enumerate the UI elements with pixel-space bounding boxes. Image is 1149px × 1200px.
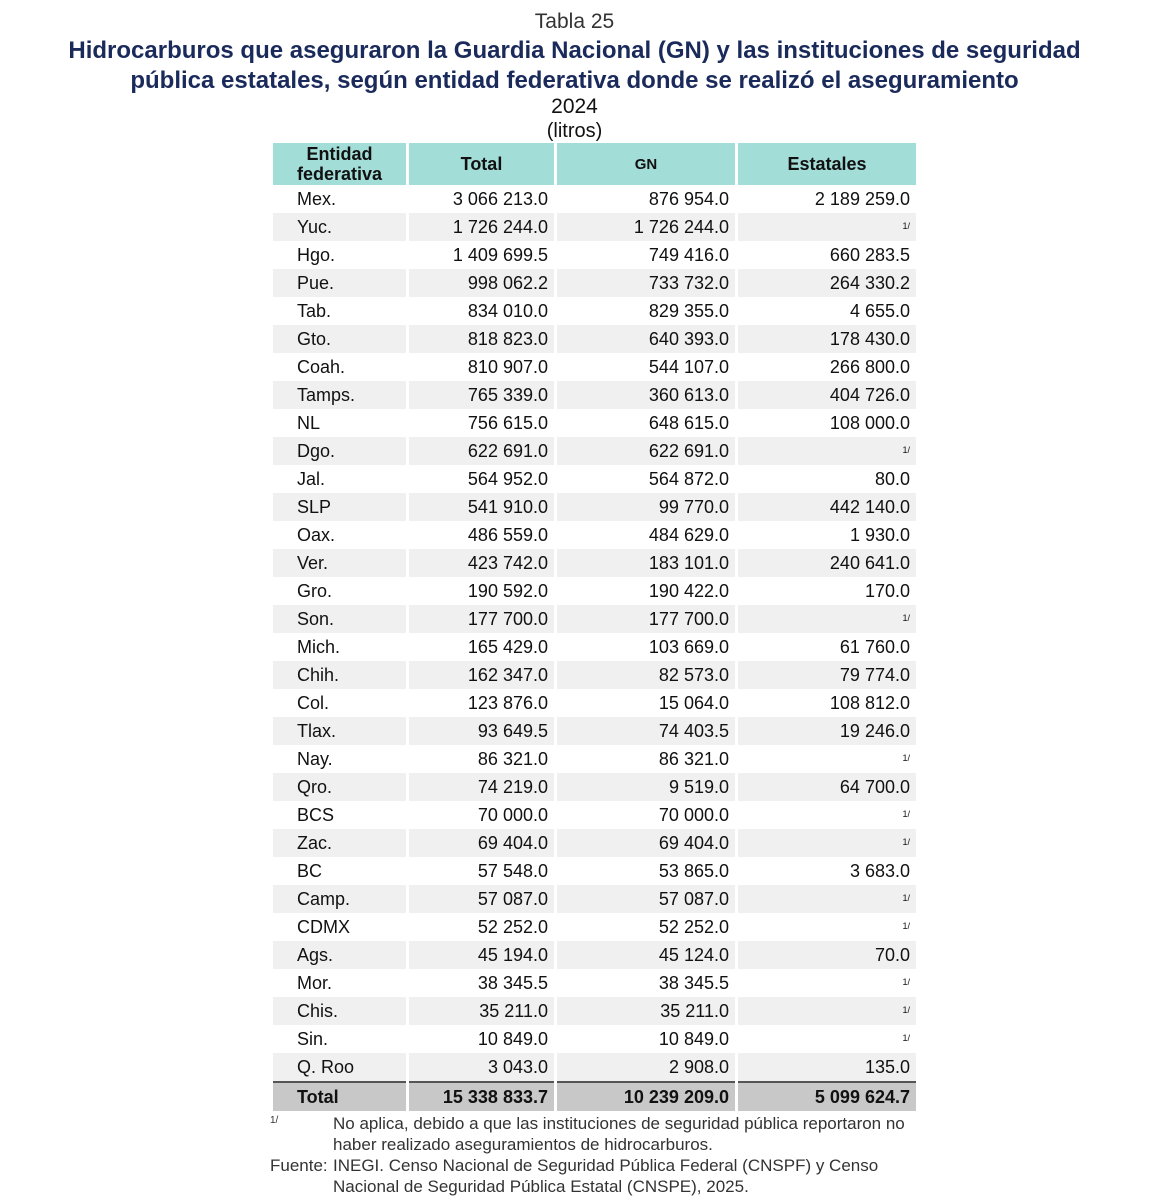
year-label: 2024: [551, 95, 598, 118]
cell-estatales: [738, 997, 916, 1025]
cell-estatales: 240 641.0: [738, 549, 916, 577]
cell-estatales: [738, 213, 916, 241]
cell-gn: 2 908.0: [557, 1053, 735, 1081]
cell-estatales: 266 800.0: [829, 356, 910, 377]
table-header-row: [273, 143, 916, 185]
cell-estatales: 64 700.0: [738, 773, 916, 801]
cell-gn: 177 700.0: [557, 605, 735, 633]
cell-total: 564 952.0: [467, 468, 548, 489]
cell-entity: Jal.: [297, 468, 326, 489]
table-row: [273, 493, 916, 521]
cell-total: 35 211.0: [409, 997, 554, 1025]
cell-total: 86 321.0: [477, 748, 548, 769]
table-row: [273, 241, 916, 269]
cell-estatales: [738, 829, 916, 857]
cell-total: 756 615.0: [467, 412, 548, 433]
cell-total: 52 252.0: [477, 916, 548, 937]
table-row: [273, 381, 916, 409]
table-row: [273, 969, 916, 997]
cell-estatales: 79 774.0: [738, 661, 916, 689]
table-body: [273, 185, 916, 1111]
col-header-gn: GN: [557, 143, 735, 185]
cell-gn: 876 954.0: [648, 188, 729, 209]
table-row: [273, 1025, 916, 1053]
cell-entity: Q. Roo: [273, 1053, 406, 1081]
cell-total: 15 338 833.7: [409, 1081, 554, 1111]
cell-entity: Mich.: [297, 636, 341, 657]
table-row: [273, 465, 916, 493]
footnote-ref: 1/: [902, 1032, 910, 1043]
cell-estatales: 61 760.0: [839, 636, 910, 657]
table-row: [273, 885, 916, 913]
cell-gn: 190 422.0: [648, 580, 729, 601]
cell-entity: Total: [273, 1081, 406, 1111]
table-row: [273, 773, 916, 801]
footnote-ref: 1/: [902, 1004, 910, 1015]
footnote-ref: 1/: [902, 444, 910, 455]
cell-estatales: 442 140.0: [738, 493, 916, 521]
table-row: [273, 829, 916, 857]
cell-estatales: 404 726.0: [738, 381, 916, 409]
cell-entity: Qro.: [273, 773, 406, 801]
cell-entity: Camp.: [273, 885, 406, 913]
cell-total: 541 910.0: [409, 493, 554, 521]
cell-entity: Mex.: [297, 188, 337, 209]
cell-total: 3 043.0: [409, 1053, 554, 1081]
cell-entity: Zac.: [273, 829, 406, 857]
cell-estatales: 4 655.0: [849, 300, 910, 321]
source-text: INEGI. Censo Nacional de Seguridad Pública Federal (CNSPF) y Censo Nacional de Seguridad Pública Estatal (CNSPE), 2025.: [333, 1156, 879, 1196]
cell-estatales: [738, 913, 916, 941]
cell-total: 38 345.5: [477, 972, 548, 993]
cell-entity: Nay.: [297, 748, 333, 769]
cell-estatales: 108 812.0: [829, 692, 910, 713]
table-row: [273, 185, 916, 213]
cell-gn: 10 239 209.0: [557, 1081, 735, 1111]
table-row: [273, 577, 916, 605]
cell-gn: 9 519.0: [557, 773, 735, 801]
cell-total: 818 823.0: [409, 325, 554, 353]
cell-estatales: 660 283.5: [829, 244, 910, 265]
footnote-ref: 1/: [902, 752, 910, 763]
cell-total: 57 087.0: [409, 885, 554, 913]
cell-estatales: [738, 745, 916, 773]
cell-gn: 86 321.0: [658, 748, 729, 769]
cell-entity: Coah.: [297, 356, 346, 377]
table-row: [273, 269, 916, 297]
table-row: [273, 941, 916, 969]
cell-estatales: 80.0: [874, 468, 910, 489]
cell-total: 3 066 213.0: [452, 188, 548, 209]
cell-estatales: 19 246.0: [738, 717, 916, 745]
table-row: [273, 997, 916, 1025]
cell-total: 810 907.0: [467, 356, 548, 377]
cell-gn: 82 573.0: [557, 661, 735, 689]
cell-estatales: 135.0: [738, 1053, 916, 1081]
cell-gn: 52 252.0: [658, 916, 729, 937]
table-row: [273, 689, 916, 717]
units-label: (litros): [546, 120, 603, 142]
cell-estatales: 2 189 259.0: [814, 188, 910, 209]
cell-gn: 622 691.0: [557, 437, 735, 465]
footnote-ref: 1/: [902, 836, 910, 847]
cell-estatales: [738, 437, 916, 465]
cell-total: 1 409 699.5: [452, 244, 548, 265]
table-row: [273, 353, 916, 381]
cell-estatales: 5 099 624.7: [738, 1081, 916, 1111]
col-header-total: Total: [409, 143, 554, 185]
cell-entity: Chis.: [273, 997, 406, 1025]
table-row: [273, 549, 916, 577]
cell-entity: CDMX: [297, 916, 350, 937]
cell-entity: BCS: [297, 804, 335, 825]
cell-estatales: 170.0: [864, 580, 910, 601]
cell-total: 423 742.0: [409, 549, 554, 577]
cell-gn: 103 669.0: [648, 636, 729, 657]
table-row: [273, 661, 916, 689]
footnote-ref: 1/: [902, 612, 910, 623]
cell-entity: Yuc.: [273, 213, 406, 241]
cell-estatales: 264 330.2: [738, 269, 916, 297]
title-line-1: Hidrocarburos que aseguraron la Guardia Nacional (GN) y las instituciones de seguridad: [68, 37, 1081, 64]
cell-entity: Mor.: [297, 972, 333, 993]
footnote-ref: 1/: [902, 808, 910, 819]
cell-entity: Oax.: [297, 524, 336, 545]
cell-gn: 15 064.0: [658, 692, 729, 713]
table-row: [273, 857, 916, 885]
cell-estatales: [738, 1025, 916, 1053]
cell-entity: Tlax.: [273, 717, 406, 745]
cell-entity: Son.: [273, 605, 406, 633]
table-row: [273, 325, 916, 353]
cell-gn: 69 404.0: [557, 829, 735, 857]
cell-gn: 360 613.0: [557, 381, 735, 409]
cell-gn: 640 393.0: [557, 325, 735, 353]
cell-total: 57 548.0: [477, 860, 548, 881]
cell-estatales: 108 000.0: [829, 412, 910, 433]
cell-entity: SLP: [273, 493, 406, 521]
cell-estatales: 178 430.0: [738, 325, 916, 353]
footnote-ref: 1/: [902, 976, 910, 987]
cell-gn: 38 345.5: [658, 972, 729, 993]
cell-gn: 749 416.0: [648, 244, 729, 265]
cell-total: 834 010.0: [467, 300, 548, 321]
cell-gn: 544 107.0: [648, 356, 729, 377]
col-header-entity: Entidad federativa: [273, 143, 406, 185]
cell-entity: Ver.: [273, 549, 406, 577]
table-row: [273, 521, 916, 549]
cell-estatales: [738, 605, 916, 633]
table-row: [273, 801, 916, 829]
table-row: [273, 913, 916, 941]
table-total-row: [273, 1081, 916, 1111]
table-row: [273, 409, 916, 437]
cell-entity: Dgo.: [273, 437, 406, 465]
cell-total: 162 347.0: [409, 661, 554, 689]
footnote-ref: 1/: [902, 892, 910, 903]
cell-entity: NL: [297, 412, 321, 433]
footnote-ref: 1/: [902, 220, 910, 231]
cell-total: 10 849.0: [477, 1028, 548, 1049]
cell-gn: 564 872.0: [648, 468, 729, 489]
cell-total: 1 726 244.0: [409, 213, 554, 241]
footnote-mark: 1/: [270, 1115, 279, 1126]
cell-entity: Tab.: [297, 300, 332, 321]
cell-gn: 10 849.0: [658, 1028, 729, 1049]
cell-estatales: 1 930.0: [849, 524, 910, 545]
cell-total: 486 559.0: [467, 524, 548, 545]
cell-gn: 648 615.0: [648, 412, 729, 433]
cell-total: 165 429.0: [467, 636, 548, 657]
cell-entity: BC: [297, 860, 323, 881]
table-row: [273, 437, 916, 465]
cell-total: 93 649.5: [409, 717, 554, 745]
cell-entity: Col.: [297, 692, 330, 713]
cell-total: 190 592.0: [467, 580, 548, 601]
cell-total: 70 000.0: [477, 804, 548, 825]
cell-entity: Chih.: [273, 661, 406, 689]
cell-entity: Gro.: [297, 580, 333, 601]
cell-gn: 1 726 244.0: [557, 213, 735, 241]
cell-gn: 733 732.0: [557, 269, 735, 297]
cell-total: 177 700.0: [409, 605, 554, 633]
cell-total: 622 691.0: [409, 437, 554, 465]
cell-gn: 57 087.0: [557, 885, 735, 913]
col-header-estatales: Estatales: [738, 143, 916, 185]
table-row: [273, 1053, 916, 1081]
cell-estatales: 3 683.0: [849, 860, 910, 881]
cell-total: 998 062.2: [409, 269, 554, 297]
cell-gn: 99 770.0: [557, 493, 735, 521]
cell-entity: Ags.: [273, 941, 406, 969]
table-row: [273, 297, 916, 325]
table-row: [273, 633, 916, 661]
cell-entity: Hgo.: [297, 244, 336, 265]
cell-entity: Tamps.: [273, 381, 406, 409]
cell-entity: Sin.: [297, 1028, 329, 1049]
cell-total: 45 194.0: [409, 941, 554, 969]
footnote-ref: 1/: [902, 920, 910, 931]
data-table: [270, 143, 919, 1111]
cell-entity: Gto.: [273, 325, 406, 353]
cell-gn: 53 865.0: [658, 860, 729, 881]
cell-total: 74 219.0: [409, 773, 554, 801]
table-row: [273, 213, 916, 241]
cell-gn: 70 000.0: [658, 804, 729, 825]
cell-estatales: [738, 801, 916, 829]
cell-gn: 45 124.0: [557, 941, 735, 969]
title-line-2: pública estatales, según entidad federativa donde se realizó el aseguramiento: [130, 67, 1019, 94]
cell-gn: 829 355.0: [648, 300, 729, 321]
cell-estatales: [738, 885, 916, 913]
cell-gn: 35 211.0: [557, 997, 735, 1025]
table-number: Tabla 25: [534, 10, 615, 33]
footnote-text: No aplica, debido a que las instituciones de seguridad pública reportaron no haber realizado aseguramientos de hidrocarburos.: [333, 1114, 905, 1154]
cell-gn: 183 101.0: [557, 549, 735, 577]
table-row: [273, 745, 916, 773]
source-label: Fuente:: [270, 1156, 328, 1175]
cell-gn: 484 629.0: [648, 524, 729, 545]
table-row: [273, 605, 916, 633]
cell-total: 123 876.0: [467, 692, 548, 713]
table-row: [273, 717, 916, 745]
cell-entity: Pue.: [273, 269, 406, 297]
cell-total: 69 404.0: [409, 829, 554, 857]
cell-total: 765 339.0: [409, 381, 554, 409]
cell-estatales: [738, 969, 916, 997]
cell-gn: 74 403.5: [557, 717, 735, 745]
cell-estatales: 70.0: [738, 941, 916, 969]
